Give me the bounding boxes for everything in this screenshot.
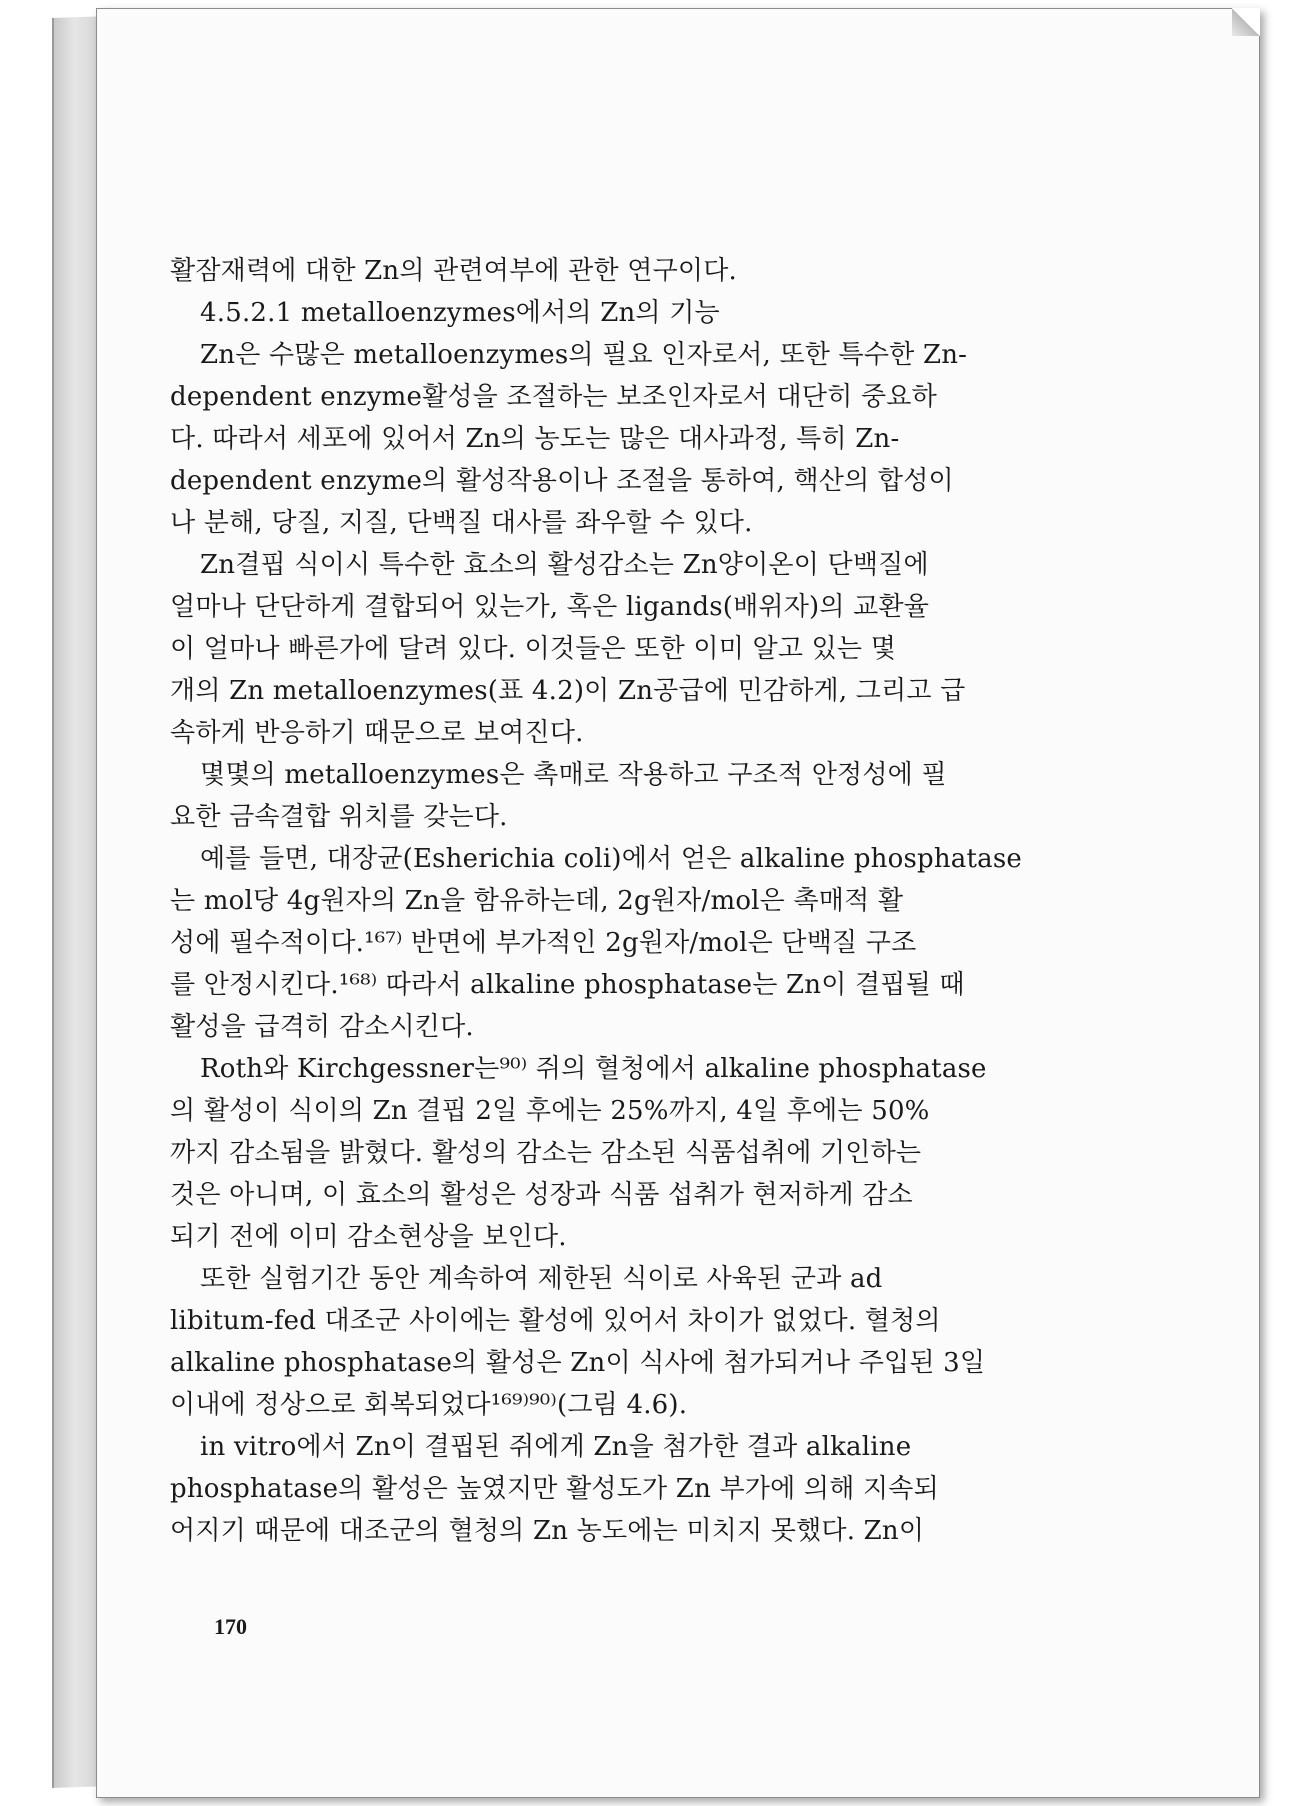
text-line: 얼마나 단단하게 결합되어 있는가, 혹은 ligands(배위자)의 교환율: [170, 592, 930, 622]
text-line: 어지기 때문에 대조군의 혈청의 Zn 농도에는 미치지 못했다. Zn이: [170, 1516, 925, 1546]
section-heading: 4.5.2.1 metalloenzymes에서의 Zn의 기능: [200, 298, 720, 328]
text-line: 까지 감소됨을 밝혔다. 활성의 감소는 감소된 식품섭취에 기인하는: [170, 1138, 922, 1168]
text-line: 를 안정시킨다.¹⁶⁸⁾ 따라서 alkaline phosphatase는 Zn이 결핍될 때: [170, 970, 965, 1000]
text-line: 활잠재력에 대한 Zn의 관련여부에 관한 연구이다.: [170, 256, 738, 286]
text-line: 다. 따라서 세포에 있어서 Zn의 농도는 많은 대사과정, 특히 Zn-: [170, 424, 900, 454]
text-line: in vitro에서 Zn이 결핍된 쥐에게 Zn을 첨가한 결과 alkaline: [200, 1432, 912, 1462]
text-line: 예를 들면, 대장균(Esherichia coli)에서 얻은 alkaline phosphatase: [200, 844, 1022, 874]
text-line: 활성을 급격히 감소시킨다.: [170, 1012, 474, 1042]
text-line: Roth와 Kirchgessner는⁹⁰⁾ 쥐의 혈청에서 alkaline phosphatase: [200, 1054, 987, 1084]
text-line: 되기 전에 이미 감소현상을 보인다.: [170, 1222, 567, 1252]
page-corner: [1232, 8, 1260, 36]
text-line: 성에 필수적이다.¹⁶⁷⁾ 반면에 부가적인 2g원자/mol은 단백질 구조: [170, 928, 917, 958]
text-line: dependent enzyme활성을 조절하는 보조인자로서 대단히 중요하: [170, 382, 937, 412]
text-line: 개의 Zn metalloenzymes(표 4.2)이 Zn공급에 민감하게, 그리고 급: [170, 676, 966, 706]
body-text: [170, 250, 1130, 1552]
text-line: 속하게 반응하기 때문으로 보여진다.: [170, 718, 584, 748]
text-line: Zn은 수많은 metalloenzymes의 필요 인자로서, 또한 특수한 Zn-: [200, 340, 968, 370]
page-number: 170: [214, 1614, 247, 1639]
text-line: 는 mol당 4g원자의 Zn을 함유하는데, 2g원자/mol은 촉매적 활: [170, 886, 904, 916]
text-line: phosphatase의 활성은 높였지만 활성도가 Zn 부가에 의해 지속되: [170, 1474, 939, 1504]
text-line: Zn결핍 식이시 특수한 효소의 활성감소는 Zn양이온이 단백질에: [200, 550, 929, 580]
text-line: 몇몇의 metalloenzymes은 촉매로 작용하고 구조적 안정성에 필: [200, 760, 947, 790]
text-line: 요한 금속결합 위치를 갖는다.: [170, 802, 508, 832]
text-line: alkaline phosphatase의 활성은 Zn이 식사에 첨가되거나 주입된 3일: [170, 1348, 986, 1378]
text-line: 또한 실험기간 동안 계속하여 제한된 식이로 사육된 군과 ad: [200, 1264, 883, 1294]
text-line: 이 얼마나 빠른가에 달려 있다. 이것들은 또한 이미 알고 있는 몇: [170, 634, 897, 664]
text-line: 나 분해, 당질, 지질, 단백질 대사를 좌우할 수 있다.: [170, 508, 753, 538]
text-line: 의 활성이 식이의 Zn 결핍 2일 후에는 25%까지, 4일 후에는 50%: [170, 1096, 930, 1126]
text-line: 이내에 정상으로 회복되었다¹⁶⁹⁾⁹⁰⁾(그림 4.6).: [170, 1390, 688, 1420]
text-line: libitum-fed 대조군 사이에는 활성에 있어서 차이가 없었다. 혈청의: [170, 1306, 941, 1336]
text-line: dependent enzyme의 활성작용이나 조절을 통하여, 핵산의 합성이: [170, 466, 954, 496]
book-spine: [52, 16, 100, 1788]
text-line: 것은 아니며, 이 효소의 활성은 성장과 식품 섭취가 현저하게 감소: [170, 1180, 913, 1210]
